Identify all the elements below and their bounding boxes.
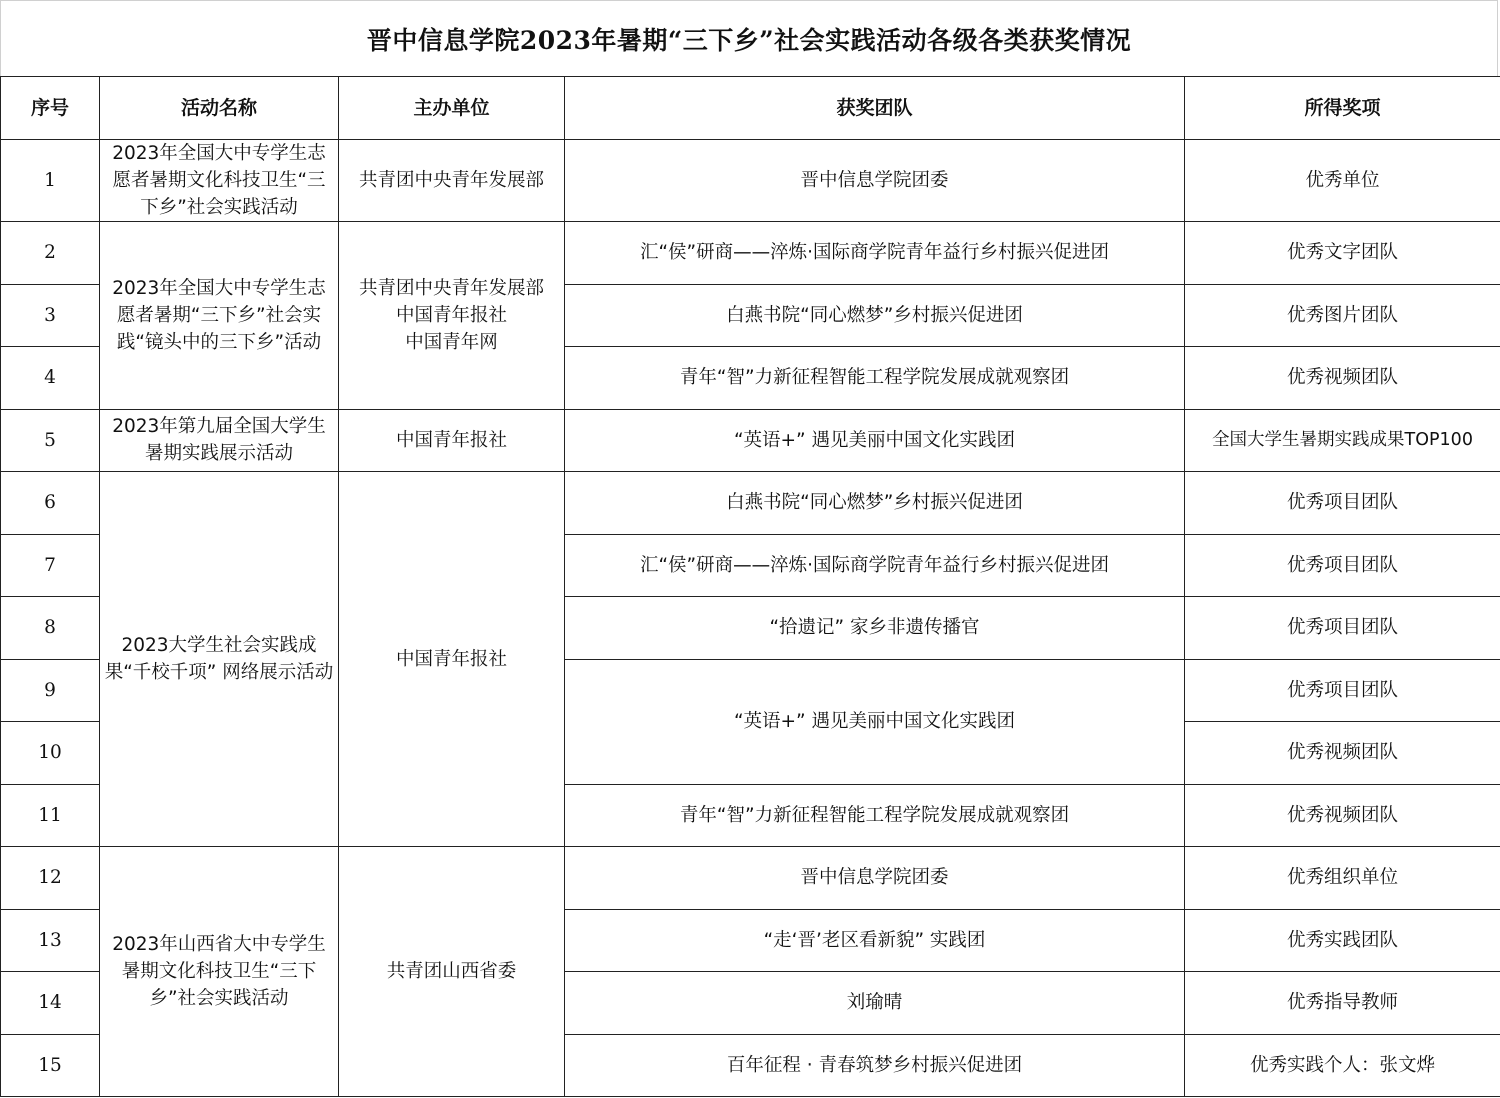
row-index: 5 — [1, 409, 100, 472]
table-row — [1, 472, 1500, 535]
table-row — [1, 222, 1500, 285]
header-organizer: 主办单位 — [339, 77, 565, 140]
team-cell: 汇“侯”研商——淬炼·国际商学院青年益行乡村振兴促进团 — [565, 534, 1185, 597]
award-cell: 优秀视频团队 — [1185, 784, 1500, 847]
award-cell: 优秀项目团队 — [1185, 534, 1500, 597]
row-index: 4 — [1, 347, 100, 410]
organizer-cell — [339, 222, 565, 410]
row-index: 11 — [1, 784, 100, 847]
team-cell: 青年“智”力新征程智能工程学院发展成就观察团 — [565, 784, 1185, 847]
award-cell: 优秀图片团队 — [1185, 284, 1500, 347]
award-cell: 优秀项目团队 — [1185, 472, 1500, 535]
row-index: 6 — [1, 472, 100, 535]
team-cell: 刘瑜晴 — [565, 972, 1185, 1035]
activity-name-cell: 2023年第九届全国大学生暑期实践展示活动 — [100, 409, 339, 472]
award-cell: 优秀视频团队 — [1185, 722, 1500, 785]
row-index: 3 — [1, 284, 100, 347]
team-cell: 青年“智”力新征程智能工程学院发展成就观察团 — [565, 347, 1185, 410]
team-cell: 百年征程 · 青春筑梦乡村振兴促进团 — [565, 1034, 1185, 1097]
team-cell: 白燕书院“同心燃梦”乡村振兴促进团 — [565, 284, 1185, 347]
award-cell: 优秀文字团队 — [1185, 222, 1500, 285]
table-header-row — [1, 77, 1500, 140]
organizer-line: 共青团中央青年发展部 中国青年报社 中国青年网 — [358, 277, 544, 353]
activity-name-cell: 2023大学生社会实践成果“千校千项” 网络展示活动 — [100, 472, 339, 847]
row-index: 1 — [1, 140, 100, 222]
page-title: 晋中信息学院2023年暑期“三下乡”社会实践活动各级各类获奖情况 — [366, 25, 1132, 55]
row-index: 2 — [1, 222, 100, 285]
header-activity: 活动名称 — [100, 77, 339, 140]
team-cell: “英语+” 遇见美丽中国文化实践团 — [565, 659, 1185, 784]
activity-name-cell: 2023年全国大中专学生志愿者暑期文化科技卫生“三下乡”社会实践活动 — [100, 140, 339, 222]
award-cell: 优秀实践团队 — [1185, 909, 1500, 972]
team-cell: “拾遗记” 家乡非遗传播官 — [565, 597, 1185, 660]
header-team: 获奖团队 — [565, 77, 1185, 140]
title-bar — [0, 0, 1498, 76]
row-index: 15 — [1, 1034, 100, 1097]
header-index: 序号 — [1, 77, 100, 140]
award-cell: 全国大学生暑期实践成果TOP100 — [1185, 409, 1500, 472]
organizer-cell: 中国青年报社 — [339, 409, 565, 472]
team-cell: 汇“侯”研商——淬炼·国际商学院青年益行乡村振兴促进团 — [565, 222, 1185, 285]
row-index: 9 — [1, 659, 100, 722]
row-index: 7 — [1, 534, 100, 597]
award-cell: 优秀实践个人：张文烨 — [1185, 1034, 1500, 1097]
team-cell: 白燕书院“同心燃梦”乡村振兴促进团 — [565, 472, 1185, 535]
award-cell: 优秀组织单位 — [1185, 847, 1500, 910]
award-cell: 优秀项目团队 — [1185, 597, 1500, 660]
awards-table — [0, 76, 1500, 1097]
award-cell: 优秀视频团队 — [1185, 347, 1500, 410]
team-cell: “走‘晋’老区看新貌” 实践团 — [565, 909, 1185, 972]
award-cell: 优秀指导教师 — [1185, 972, 1500, 1035]
activity-name-cell: 2023年全国大中专学生志愿者暑期“三下乡”社会实践“镜头中的三下乡”活动 — [100, 222, 339, 410]
table-row — [1, 847, 1500, 910]
organizer-cell: 中国青年报社 — [339, 472, 565, 847]
team-cell: 晋中信息学院团委 — [565, 140, 1185, 222]
award-cell: 优秀单位 — [1185, 140, 1500, 222]
row-index: 12 — [1, 847, 100, 910]
row-index: 8 — [1, 597, 100, 660]
team-cell: 晋中信息学院团委 — [565, 847, 1185, 910]
organizer-cell: 共青团中央青年发展部 — [339, 140, 565, 222]
row-index: 10 — [1, 722, 100, 785]
row-index: 14 — [1, 972, 100, 1035]
row-index: 13 — [1, 909, 100, 972]
header-award: 所得奖项 — [1185, 77, 1500, 140]
team-cell: “英语+” 遇见美丽中国文化实践团 — [565, 409, 1185, 472]
table-row — [1, 140, 1500, 222]
organizer-cell: 共青团山西省委 — [339, 847, 565, 1097]
activity-name-cell: 2023年山西省大中专学生暑期文化科技卫生“三下乡”社会实践活动 — [100, 847, 339, 1097]
award-cell: 优秀项目团队 — [1185, 659, 1500, 722]
table-row — [1, 409, 1500, 472]
